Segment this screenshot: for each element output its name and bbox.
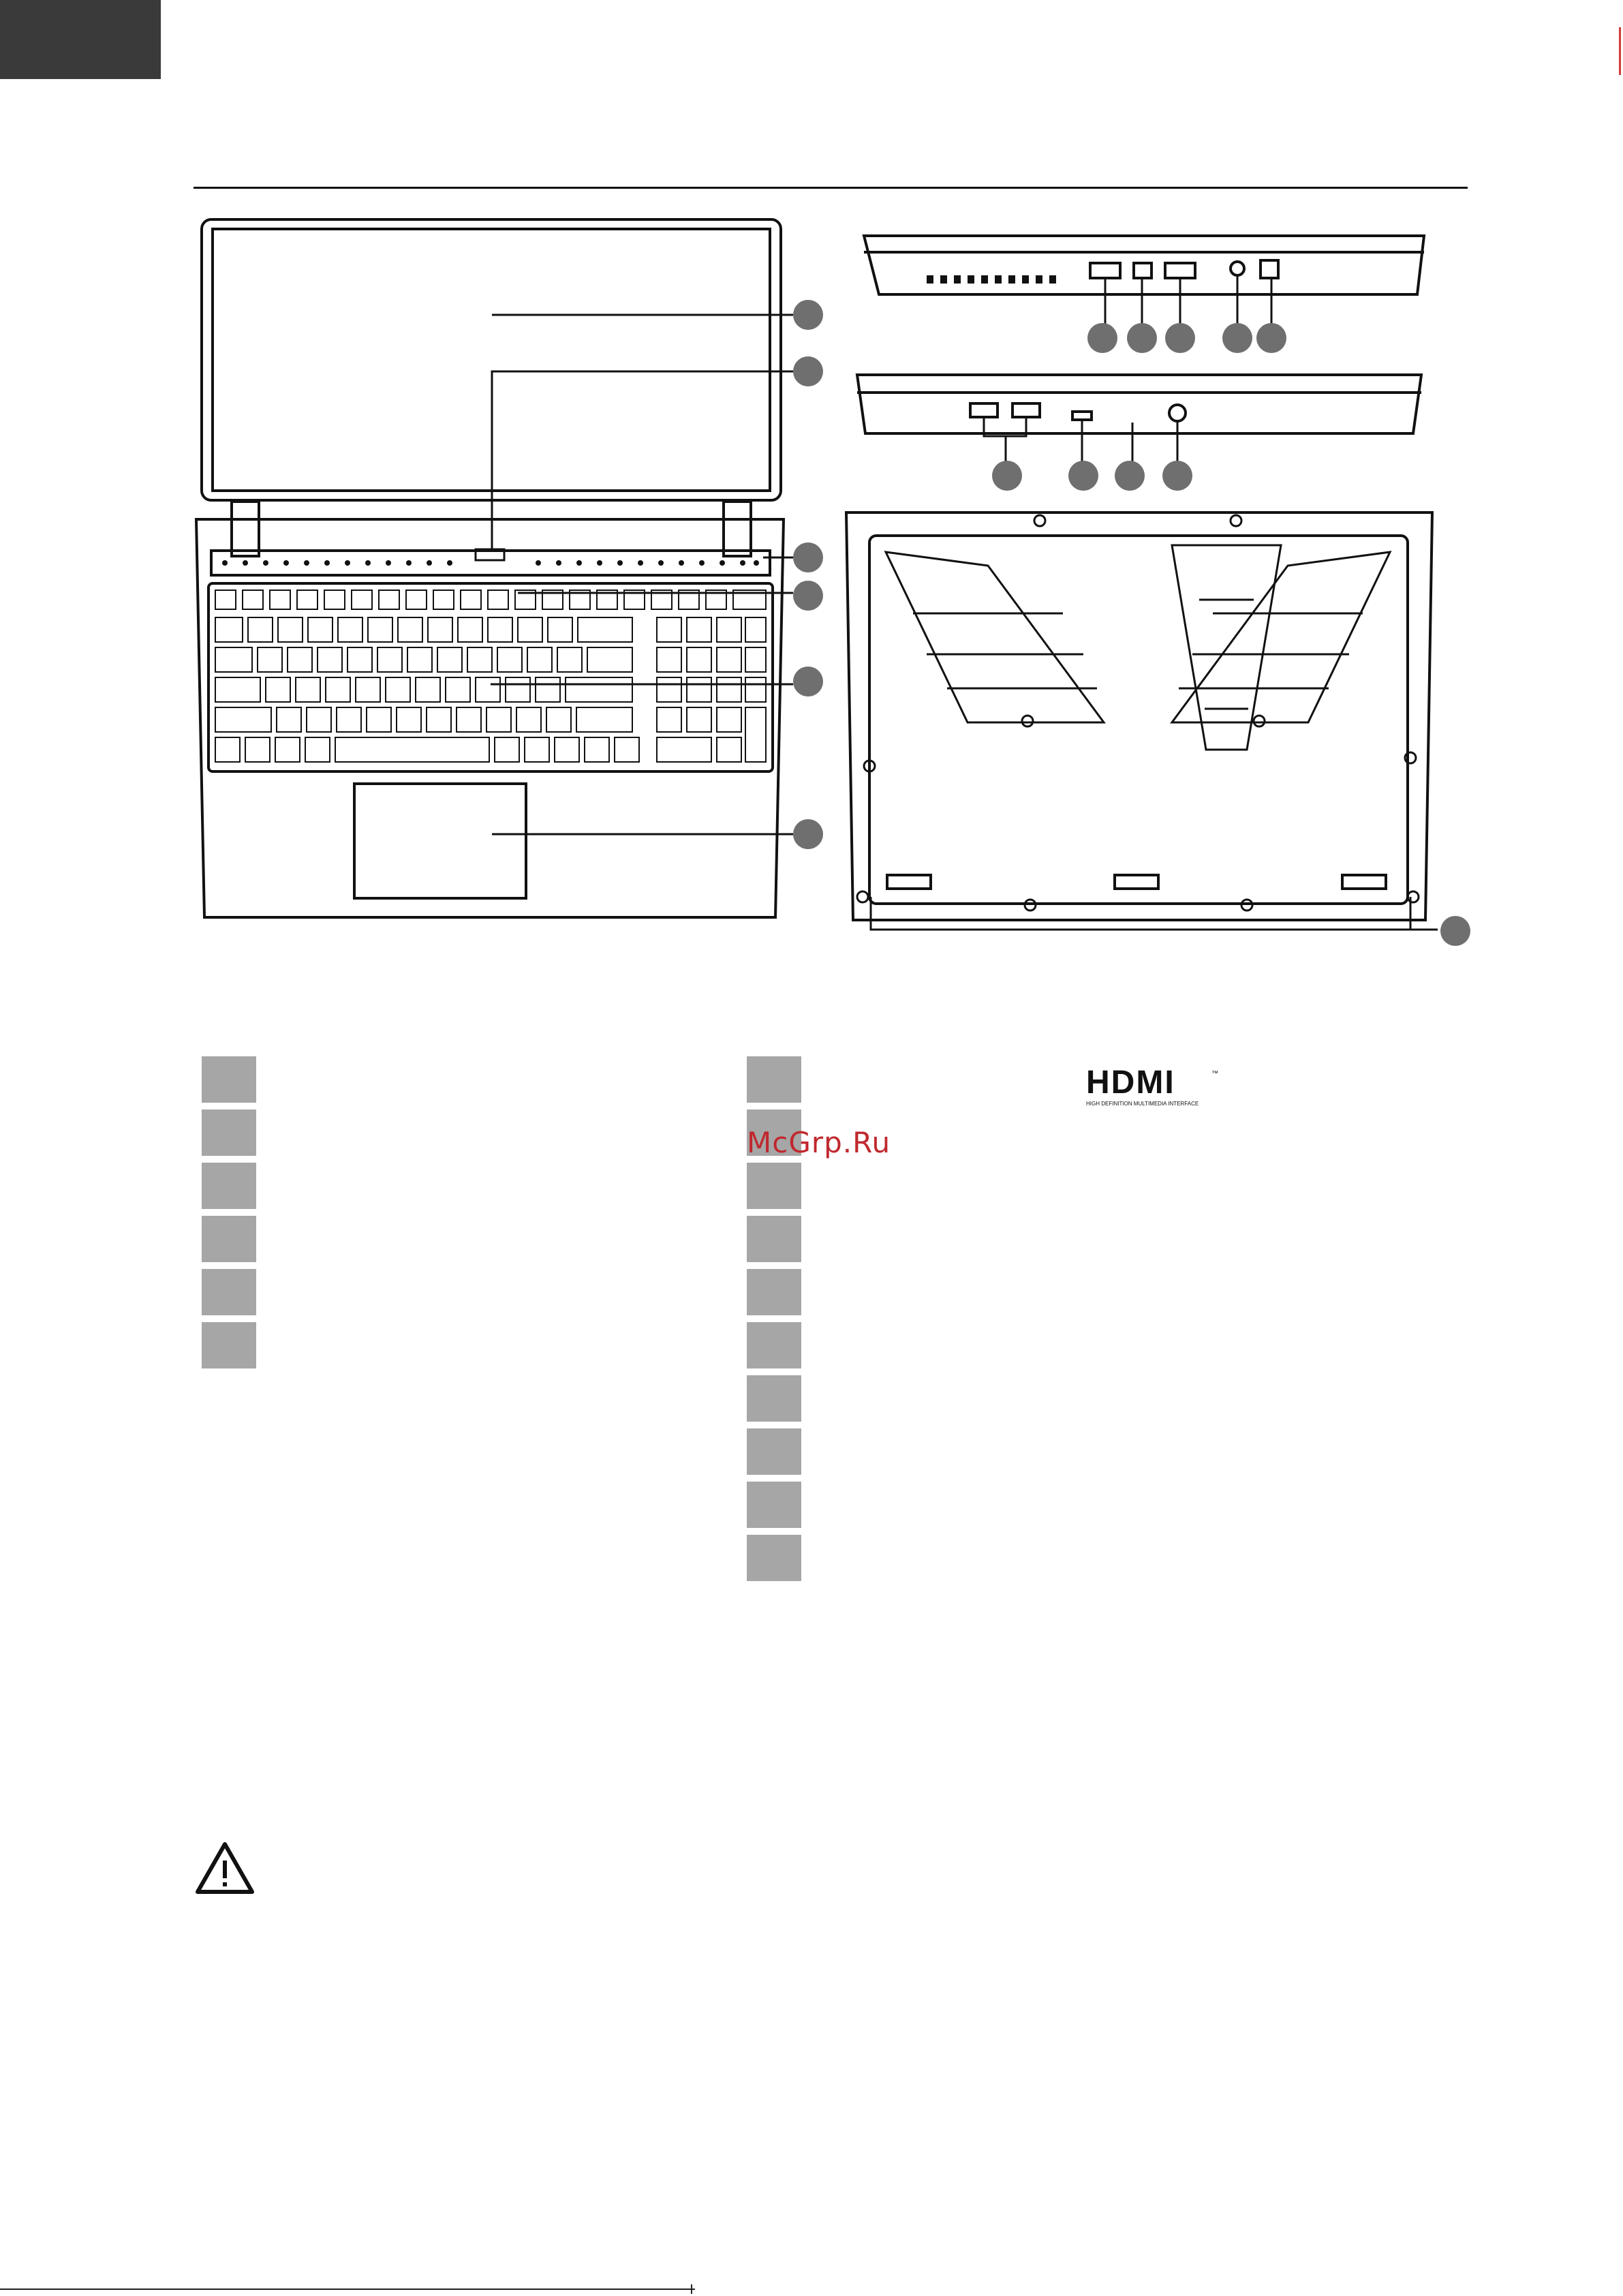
side-view-right bbox=[857, 375, 1421, 433]
laptop-overview-figure bbox=[0, 0, 1623, 968]
hdmi-port-icon bbox=[1090, 263, 1120, 278]
rubber-foot bbox=[1115, 875, 1158, 889]
legend-square bbox=[747, 1428, 801, 1475]
lan-port bbox=[1261, 260, 1278, 278]
hdmi-tagline: HIGH DEFINITION MULTIMEDIA INTERFACE bbox=[1086, 1101, 1199, 1107]
legend-square bbox=[747, 1269, 801, 1315]
touchpad bbox=[354, 784, 526, 898]
legend-square bbox=[747, 1163, 801, 1209]
footer-tick bbox=[691, 2284, 692, 2294]
right-hinge bbox=[724, 502, 751, 556]
usb-icon bbox=[1165, 263, 1195, 278]
laptop-base bbox=[196, 519, 784, 917]
mini-dp-port bbox=[1134, 263, 1151, 278]
dc-in-jack bbox=[1169, 405, 1186, 421]
callout-dot bbox=[1256, 323, 1286, 353]
legend-square bbox=[202, 1269, 256, 1315]
footer-rule bbox=[0, 2289, 695, 2290]
left-hinge bbox=[232, 502, 259, 556]
callout-dot bbox=[793, 542, 823, 572]
legend-square bbox=[747, 1535, 801, 1581]
callout-dot bbox=[793, 819, 823, 849]
callout-dot bbox=[1115, 461, 1145, 491]
legend-square bbox=[202, 1056, 256, 1103]
legend-square bbox=[747, 1375, 801, 1422]
headphone-icon bbox=[1231, 262, 1244, 275]
callout-dot bbox=[1222, 323, 1252, 353]
callout-dot bbox=[793, 300, 823, 330]
callout-dot bbox=[1127, 323, 1157, 353]
callout-dot bbox=[793, 581, 823, 611]
callout-dot bbox=[1165, 323, 1195, 353]
watermark-text: McGrp.Ru bbox=[747, 1126, 891, 1159]
usb-icon bbox=[1013, 403, 1040, 417]
legend-square bbox=[747, 1056, 801, 1103]
warning-triangle-icon bbox=[194, 1840, 256, 1896]
callout-dot bbox=[1068, 461, 1098, 491]
legend-square bbox=[747, 1482, 801, 1528]
usb-icon bbox=[970, 403, 998, 417]
callout-dot bbox=[1087, 323, 1117, 353]
legend-square bbox=[202, 1216, 256, 1262]
callout-dot bbox=[1162, 461, 1192, 491]
hdmi-trademark: ™ bbox=[1211, 1070, 1218, 1077]
hdmi-logo bbox=[1083, 1063, 1226, 1111]
rubber-foot bbox=[1342, 875, 1386, 889]
usb-c-port bbox=[1072, 412, 1092, 420]
side-view-left bbox=[864, 236, 1424, 294]
callout-dot bbox=[793, 356, 823, 386]
legend-square bbox=[747, 1322, 801, 1368]
hdmi-wordmark: HDMI bbox=[1086, 1065, 1175, 1101]
callout-dot bbox=[793, 667, 823, 697]
bottom-view bbox=[846, 512, 1432, 920]
callout-dot bbox=[992, 461, 1022, 491]
legend-square bbox=[202, 1163, 256, 1209]
legend-square bbox=[202, 1109, 256, 1156]
rubber-foot bbox=[887, 875, 931, 889]
legend-square bbox=[747, 1216, 801, 1262]
callout-dot bbox=[1440, 916, 1470, 946]
speaker-grille bbox=[211, 551, 770, 575]
legend-square bbox=[202, 1322, 256, 1368]
